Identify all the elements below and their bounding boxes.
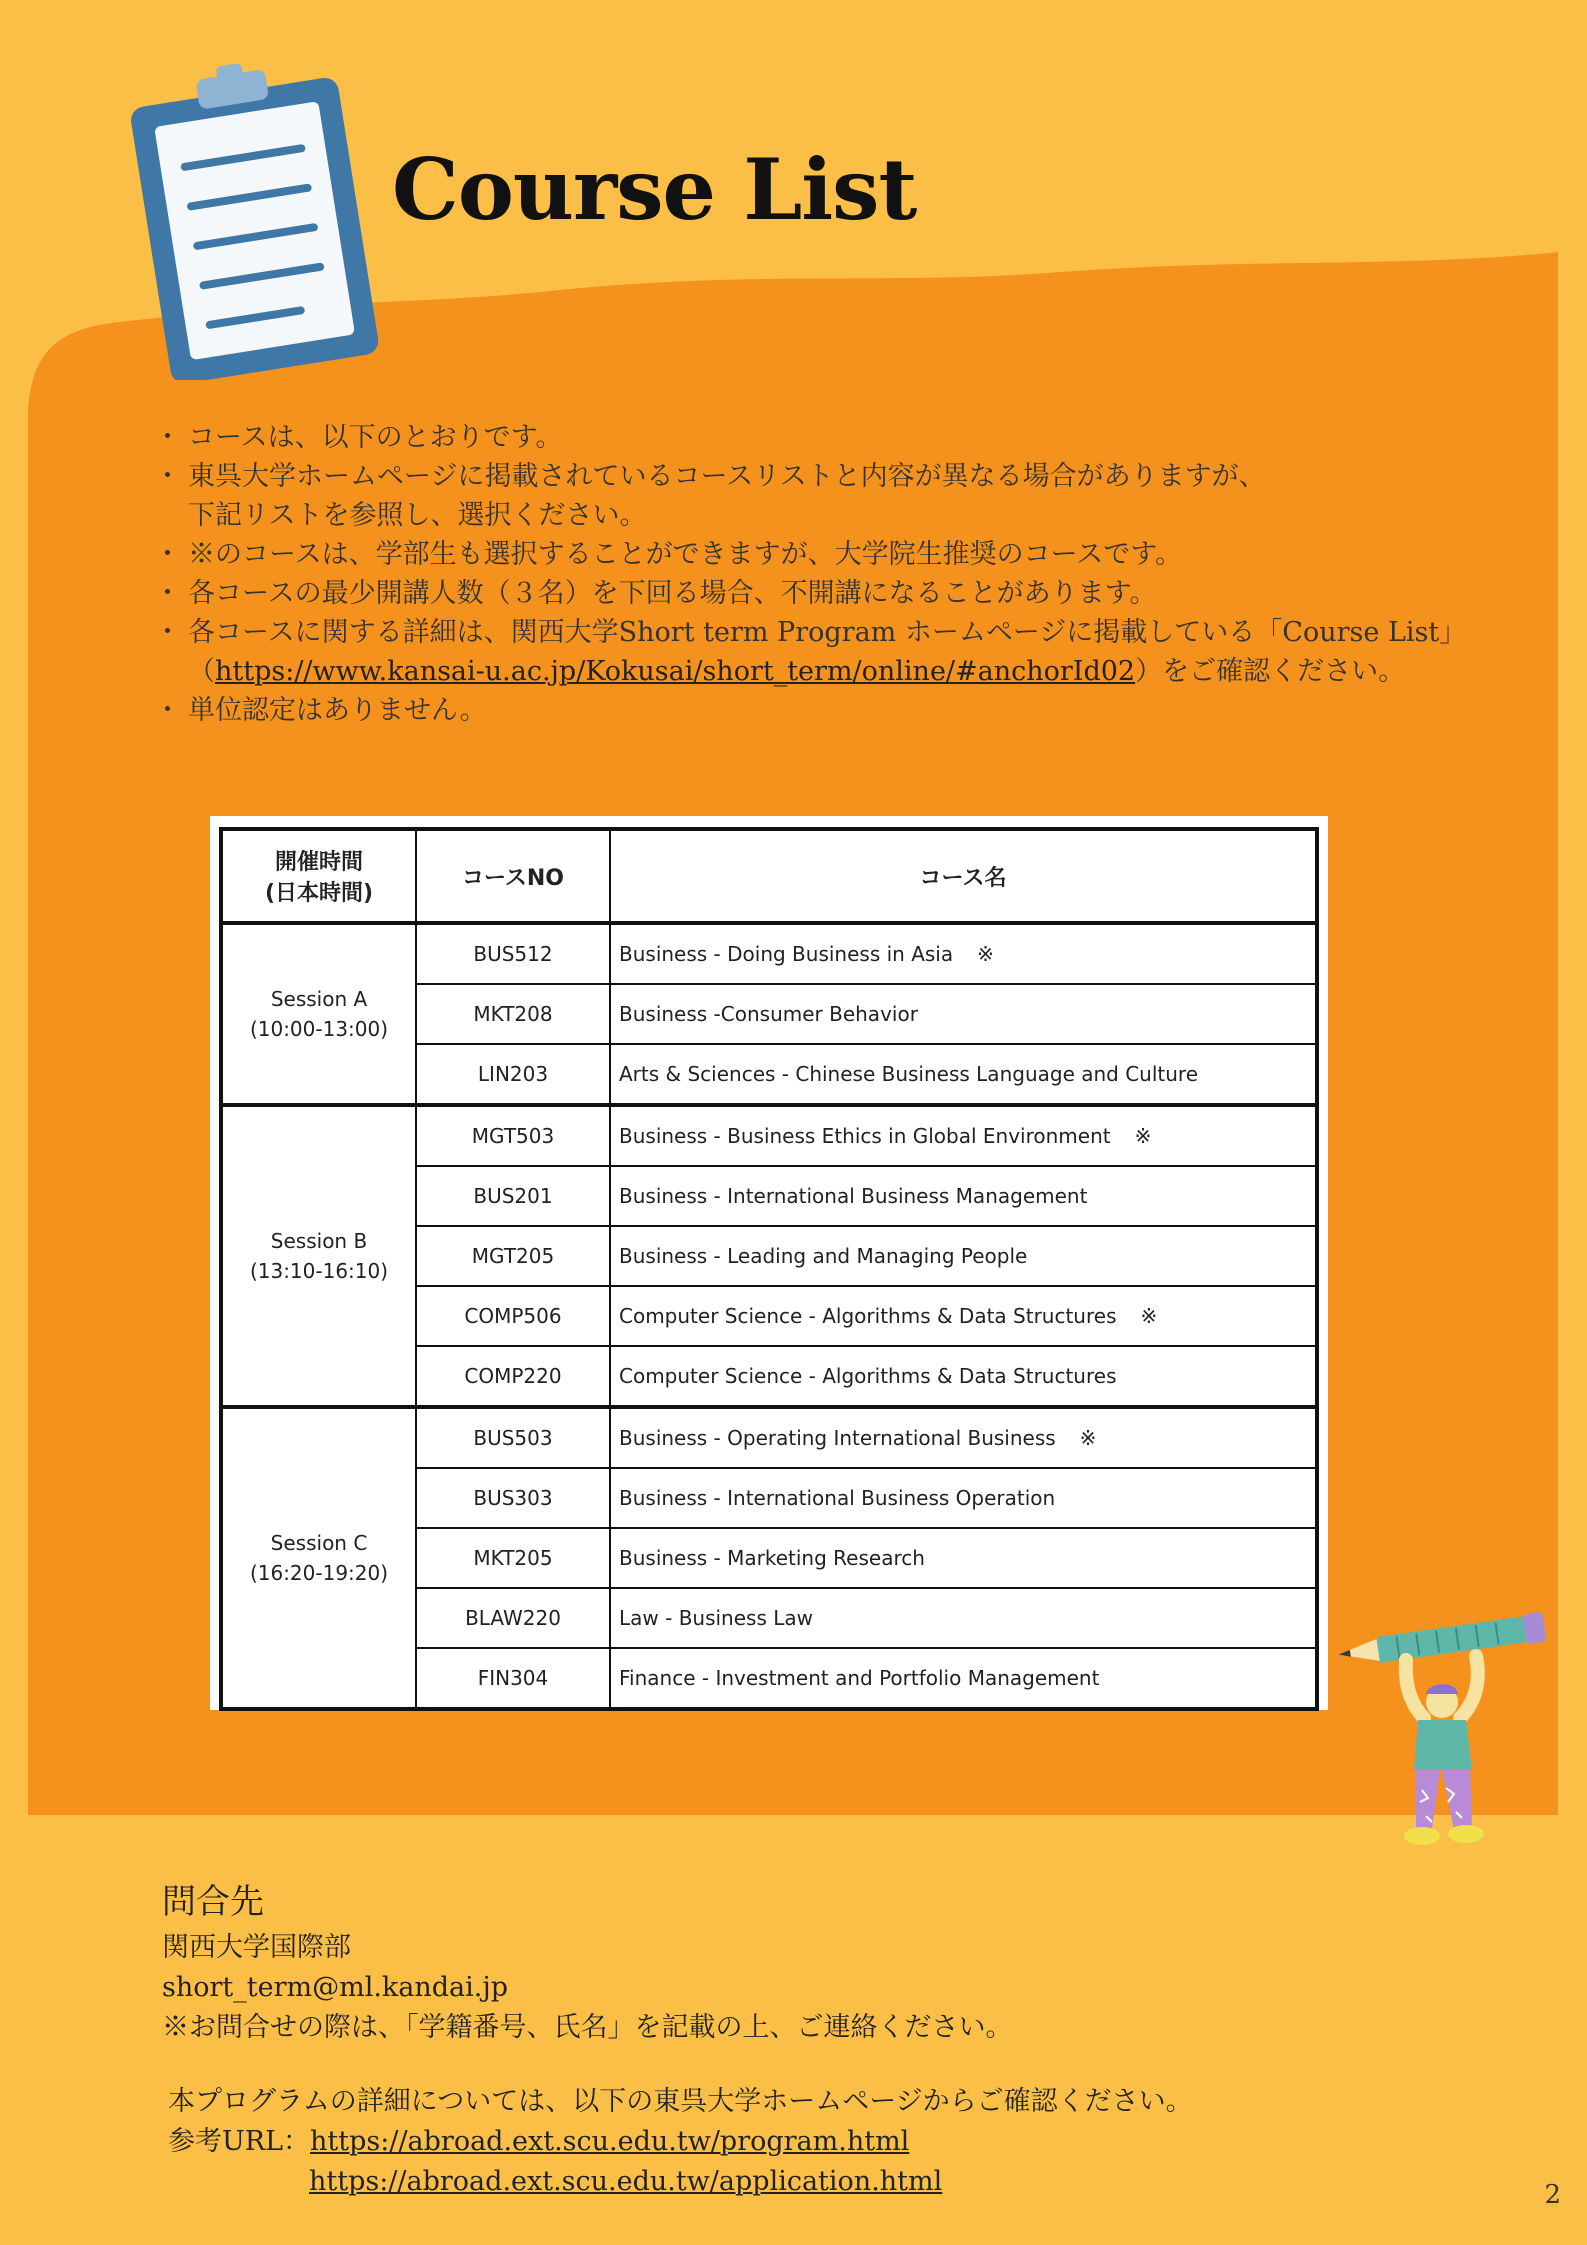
course-name-cell <box>610 1588 1317 1648</box>
course-code: MGT503 <box>416 1105 610 1166</box>
course-code: BUS303 <box>416 1468 610 1528</box>
info-url-row <box>168 2162 1193 2202</box>
course-name-cell <box>610 1166 1317 1226</box>
course-code: BUS201 <box>416 1166 610 1226</box>
contact-note: ※お問合せの際は、「学籍番号、氏名」を記載の上、ご連絡ください。 <box>162 2012 1013 2043</box>
session-cell <box>221 1105 416 1407</box>
session-time: (10:00-13:00) <box>249 1017 389 1041</box>
clipboard-icon <box>118 60 398 380</box>
contact-org: 関西大学国際部 <box>162 1932 351 1963</box>
course-name: Business - Marketing Research <box>619 1546 925 1570</box>
course-name: Law - Business Law <box>619 1606 813 1630</box>
course-code: LIN203 <box>416 1044 610 1105</box>
graduate-recommended-mark: ※ <box>1140 1304 1158 1328</box>
course-code: COMP220 <box>416 1346 610 1407</box>
info-url-row <box>168 2122 1193 2162</box>
contact-heading: 問合先 <box>162 1882 264 1922</box>
header-name: コース名 <box>610 829 1317 923</box>
url-label: 参考URL： <box>168 2126 311 2157</box>
note-item <box>162 457 1512 535</box>
course-name: Business - International Business Operation <box>619 1486 1056 1510</box>
course-name: Business - International Business Management <box>619 1184 1088 1208</box>
session-name: Session C <box>270 1531 368 1555</box>
graduate-recommended-mark: ※ <box>1134 1124 1152 1148</box>
note-item <box>162 535 1512 574</box>
session-name: Session A <box>270 987 368 1011</box>
course-code: BUS512 <box>416 923 610 984</box>
contact-email[interactable]: short_term@ml.kandai.jp <box>162 1972 509 2003</box>
session-cell <box>221 1407 416 1709</box>
course-code: COMP506 <box>416 1286 610 1346</box>
program-link[interactable]: https://abroad.ext.scu.edu.tw/program.html <box>310 2126 910 2157</box>
note-text-continued: 下記リストを参照し、選択ください。 <box>188 500 647 531</box>
note-item <box>162 613 1512 691</box>
course-code: BUS503 <box>416 1407 610 1468</box>
course-name: Business - Leading and Managing People <box>619 1244 1028 1268</box>
course-name-cell <box>610 1105 1317 1166</box>
header-time-line1: 開催時間 <box>274 850 363 875</box>
table-row <box>221 1105 1317 1166</box>
course-name-cell <box>610 923 1317 984</box>
person-with-pencil-illustration <box>1336 1590 1546 1850</box>
header-time-line2: (日本時間) <box>264 881 374 906</box>
course-code: BLAW220 <box>416 1588 610 1648</box>
paren-open: （ <box>188 656 215 687</box>
note-item <box>162 574 1512 613</box>
info-text: 本プログラムの詳細については、以下の東呉大学ホームページからご確認ください。 <box>168 2086 1193 2117</box>
session-cell <box>221 923 416 1105</box>
course-name: Arts & Sciences - Chinese Business Language and Culture <box>619 1062 1199 1086</box>
page-title: Course List <box>392 140 917 239</box>
course-name: Computer Science - Algorithms & Data Structures <box>619 1364 1117 1388</box>
note-item <box>162 418 1512 457</box>
course-table <box>219 827 1319 1711</box>
session-time: (16:20-19:20) <box>249 1561 389 1585</box>
course-code: MGT205 <box>416 1226 610 1286</box>
course-name: Computer Science - Algorithms & Data Structures <box>619 1304 1117 1328</box>
course-name-cell <box>610 1528 1317 1588</box>
graduate-recommended-mark: ※ <box>1079 1426 1097 1450</box>
note-item <box>162 691 1512 730</box>
course-code: MKT205 <box>416 1528 610 1588</box>
note-text: コースは、以下のとおりです。 <box>188 422 563 453</box>
table-row <box>221 1407 1317 1468</box>
course-name-cell <box>610 984 1317 1044</box>
course-name-cell <box>610 1286 1317 1346</box>
course-name-cell <box>610 1468 1317 1528</box>
course-name-cell <box>610 1346 1317 1407</box>
course-table-container <box>210 816 1328 1710</box>
session-name: Session B <box>270 1229 368 1253</box>
session-time: (13:10-16:10) <box>249 1259 389 1283</box>
note-text-continued <box>188 652 1512 691</box>
course-list-link[interactable]: https://www.kansai-u.ac.jp/Kokusai/short_term/online/#anchorId02 <box>215 656 1136 687</box>
course-name: Business -Consumer Behavior <box>619 1002 918 1026</box>
course-name-cell <box>610 1226 1317 1286</box>
course-table-body <box>221 923 1317 1709</box>
course-name-cell <box>610 1044 1317 1105</box>
table-header-row <box>221 829 1317 923</box>
course-name: Business - Doing Business in Asia <box>619 942 954 966</box>
course-name-cell <box>610 1648 1317 1709</box>
course-code: MKT208 <box>416 984 610 1044</box>
header-code: コースNO <box>416 829 610 923</box>
header-time <box>221 829 416 923</box>
notes-list <box>162 418 1512 730</box>
note-text: 東呉大学ホームページに掲載されているコースリストと内容が異なる場合がありますが、 <box>188 461 1266 492</box>
course-name: Business - Operating International Business <box>619 1426 1056 1450</box>
course-name-cell <box>610 1407 1317 1468</box>
info-section <box>168 2082 1193 2202</box>
note-text: ※のコースは、学部生も選択することができますが、大学院生推奨のコースです。 <box>188 539 1183 570</box>
contact-section <box>162 1876 1013 2048</box>
course-name: Business - Business Ethics in Global Environment <box>619 1124 1111 1148</box>
course-code: FIN304 <box>416 1648 610 1709</box>
page-number: 2 <box>1544 2180 1561 2210</box>
note-text-tail: ）をご確認ください。 <box>1135 656 1406 687</box>
graduate-recommended-mark: ※ <box>977 942 994 966</box>
course-name: Finance - Investment and Portfolio Management <box>619 1666 1100 1690</box>
note-text: 各コースに関する詳細は、関西大学Short term Program ホームページに掲載している「Course List」 <box>188 617 1467 648</box>
note-text: 各コースの最少開講人数（３名）を下回る場合、不開講になることがあります。 <box>188 578 1157 609</box>
note-text: 単位認定はありません。 <box>188 695 487 726</box>
application-link[interactable]: https://abroad.ext.scu.edu.tw/application.html <box>309 2166 943 2197</box>
table-row <box>221 923 1317 984</box>
